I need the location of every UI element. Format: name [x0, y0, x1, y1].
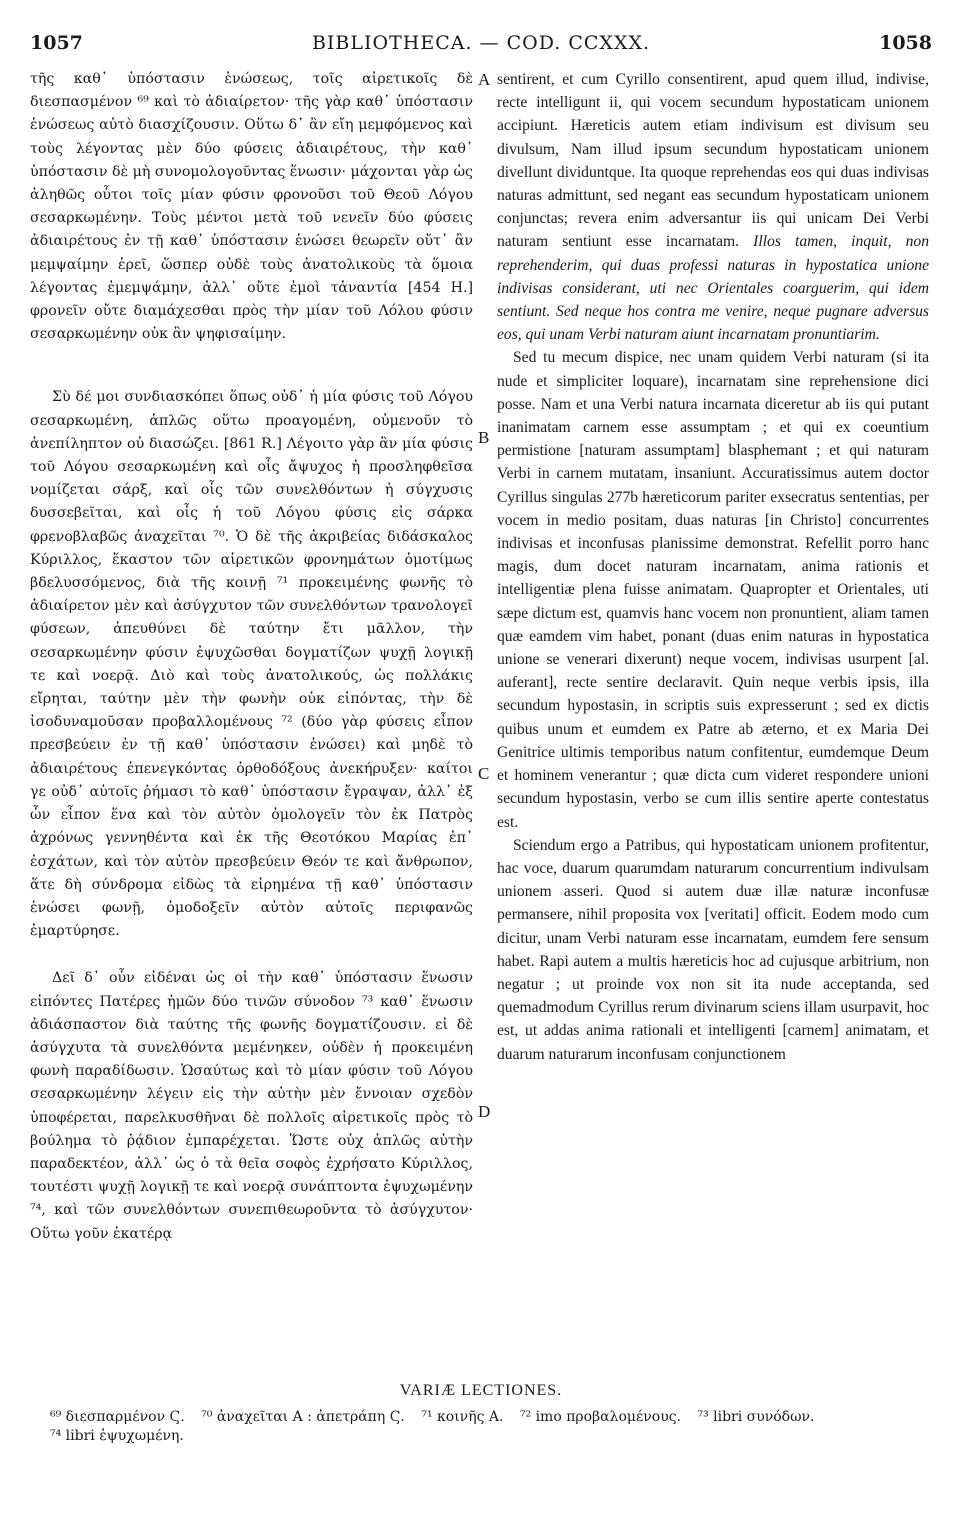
latin-paragraph-2: Sed tu mecum dispice, nec unam quidem Verbi naturam (si ita nude et simpliciter loquare), incarnatam sine reprehensione dici posse. Nam et una Verbi natura incarnata diceretur ab iis qui putant inanimatam carnem esse assumptam ; et qui ex coeuntium permistione [naturam assumptam] blasphemant ; et qui naturam Verbi in carnem mutatam, insaniunt. Accuratissimus autem doctor Cyrillus singulas 277b hæreticorum pariter exsecratus sententias, per vocem in medio positam, duas naturas [in Christo] concurrentes indivisas et inconfusas planissime demonstrat. Refellit porro hanc magis, dum docet naturam incarnatam, anima rationis et intelligentiæ plena fuisse animatam. Quapropter et Orientales, uti sæpe dictum est, quamvis hanc vocem non pronuntient, aliam tamen quæ eamdem vim habet, ponant (duas enim naturas in hypostatica unione se venerari dixerunt) neque vocem, indivisas usurpent [al. auferant], recte sentire declaravit. Quin neque verbis ipsis, illa secundum hypostasin, in scriptis suis expresserunt ; sed ex dictis quibus unum et eumdem ex Patre ab æterno, et ex Maria Dei Genitrice ultimis temporibus natum confitentur, eumdemque Deum et hominem venerantur ; quæ dicta cum videret respondere unioni secundum hypostasin, verbo se cum illis sentire aperte contestatus est. [497, 349, 929, 831]
running-header [30, 32, 932, 58]
latin-paragraph-1 [497, 68, 929, 346]
margin-marker-a: A [478, 70, 491, 89]
greek-column [30, 68, 473, 1246]
greek-paragraph-1: τῆς καθ᾽ ὑπόστασιν ἑνώσεως, τοῖς αἱρετικοῖς δὲ διεσπασμένον ⁶⁹ καὶ τὸ ἀδιαίρετον· τῆς γὰρ καθ᾽ ὑπόστασιν ἑνώσεως αὐτὸ διασχίζουσιν. Οὕτω δ᾽ ἂν εἴη μεμφόμενος καὶ τοὺς λέγοντας μὲν δύο φύσεις ἀδιαιρέτους, τὴν καθ᾽ ὑπόστασιν δὲ μὴ συνομολογοῦντας ἕνωσιν· μάχονται γὰρ ὡς ἀληθῶς οὗτοι τοῖς μίαν φύσιν φρονοῦσι τοῦ Θεοῦ Λόγου σεσαρκωμένην. Τοὺς μέντοι μετὰ τοῦ νενεῖν δύο φύσεις ἀδιαιρέτους ἐν τῇ καθ᾽ ὑπόστασιν ἑνώσει θεωρεῖν οὔτ᾽ ἂν μεμψαίμην ἐρεῖ, ὥσπερ οὐδὲ τοὺς ἀνατολικοὺς τὰ ὅμοια λέγοντας ἐμεμψάμην, ἀλλ᾽ οὔτε ἐμοὶ τἀναντία [454 H.] φρονεῖν οὔτε διαμάχεσθαι πρὸς τὴν μίαν τοῦ Λόλου φύσιν σεσαρκωμένην οὐκ ἂν ψηφισαίμην. [30, 71, 473, 343]
variant-note-72: ⁷² imo προβαλομένους. [519, 1409, 681, 1425]
page-number-left: 1057 [30, 32, 83, 54]
variant-note-69: ⁶⁹ διεσπαρμένον Ϛ. [50, 1409, 185, 1425]
variant-note-71: ⁷¹ κοινῆς A. [421, 1409, 504, 1425]
running-title: BIBLIOTHECA. — COD. CCXXX. [311, 32, 651, 54]
latin-paragraph-1-quote: Illos tamen, inquit, non reprehenderim, qui duas professi naturas in hypostatica unione indivisas considerant, uti nec Orientales coarguerim, qui idem sentiunt. Sed neque hos contra me venire, neque pugnare adversus eos, qui unam Verbi naturam aiunt incarnatam pronuntiarim. [497, 233, 929, 344]
page-number-right: 1058 [879, 32, 932, 54]
latin-paragraph-1-text: sentirent, et cum Cyrillo consentirent, apud quem illud, indivise, recte intelligunt ii, qui vocem secundum hypostaticam unionem accipiunt. Hæreticis autem etiam indivisum est divisum seu divulsum, Nam illud ipsum secundum hypostaticam unionem divellunt dividuntque. Ita quoque reprehendas eos qui duas indivisas naturas admittunt, sed negant eas secundum hypostaticam unionem conjunctas; revera enim adversantur iis qui unicam Dei Verbi naturam sentiunt esse incarnatam. [497, 71, 929, 251]
variant-note-73: ⁷³ libri συνόδων. [697, 1409, 815, 1425]
margin-marker-b: B [478, 428, 490, 447]
variae-lectiones-title: VARIÆ LECTIONES. [399, 1382, 563, 1399]
margin-marker-c: C [478, 764, 490, 783]
greek-paragraph-2: Σὺ δέ μοι συνδιασκόπει ὅπως οὐδ᾽ ἡ μία φύσις τοῦ Λόγου σεσαρκωμένη, ἁπλῶς οὕτω προαγομένη, οὐμενοῦν τὸ ἀνεπίληπτον οὐ διασώζει. [861 R.] Λέγοιτο γὰρ ἂν μία φύσις τοῦ Λόγου σεσαρκωμένη καὶ οἷς ἄψυχος ἡ προσληφθεῖσα νομίζεται σάρξ, καὶ οἷς τῶν συνελθόντων ἡ σύγχυσις δυσσεβεῖται, καὶ οἷς ἡ τοῦ Λόγου φύσις εἰς σάρκα φρενοβλαβῶς ἀναχεῖται ⁷⁰. Ὁ δὲ τῆς ἀκριβείας διδάσκαλος Κύριλλος, ἕκαστον τῶν αἱρετικῶν φρονημάτων ὁμοτίμως βδελυσσόμενος, διὰ τῆς κοινῇ ⁷¹ προκειμένης φωνῆς τὸ ἀδιαίρετον μὲν καὶ ἀσύγχυτον τῶν συνελθόντων τρανολογεῖ φύσεων, ἀπευθύνει δὲ ταύτην ἔτι μᾶλλον, τὴν σεσαρκωμένην φύσιν ἐψυχῶσθαι δογματίζων ψυχῇ λογικῇ τε καὶ νοερᾷ. Διὸ καὶ τοὺς ἀνατολικούς, ὡς πολλάκις εἴρηται, ταύτην μὲν τὴν φωνὴν οὐκ εἰπόντας, τὴν δὲ ἰσοδυναμοῦσαν προβαλλομένους ⁷² (δύο γὰρ φύσεις εἶπον πρεσβεύειν ἐν τῇ καθ᾽ ὑπόστασιν ἑνώσει) καὶ μηδὲ τὸ ἀδιαιρέτους ἐπενεγκόντας ὀρθοδόξους ἀνεκήρυξεν· καίτοι γε οὐδ᾽ αὐτοῖς ῥήμασι τὸ καθ᾽ ὑπόστασιν ἔγραψαν, ἀλλ᾽ ἐξ ὧν εἶπον ἕνα καὶ τὸν αὐτὸν ὁμολογεῖν τὸν ἐκ Πατρὸς ἀχρόνως γεννηθέντα καὶ ἐκ τῆς Θεοτόκου Μαρίας ἐπ᾽ ἐσχάτων, καὶ τὸν αὐτὸν πρεσβεύειν Θεόν τε καὶ ἄνθρωπον, ἅτε δὴ σύνδρομα εἰδὼς τὰ εἰρημένα τῇ καθ᾽ ὑπόστασιν ἑνώσει φωνῇ, ὁμοδοξεῖν αὐτὸν αὐτοῖς περιφανῶς ἐμαρτύρησε. [30, 389, 473, 940]
variae-lectiones-notes [50, 1408, 932, 1446]
margin-marker-d: D [478, 1102, 491, 1121]
latin-column [497, 68, 929, 1066]
variant-note-70: ⁷⁰ ἀναχεῖται A : ἀπετράπη Ϛ. [201, 1409, 405, 1425]
latin-paragraph-3: Sciendum ergo a Patribus, qui hypostaticam unionem profitentur, hac voce, duarum quarumdam naturarum concurrentium indivulsam unionem asseri. Quod si autem duæ illæ naturæ inconfusæ permansere, nihil proposita vox [veritati] officit. Eodem modo cum dicitur, unam Verbi naturam esse incarnatam, eumdem fere sensum habet. Rapi autem a multis hæreticis hoc ad cujusque arbitrium, non negatur ; ut proinde vox non sit ita nude acceptanda, sed quemadmodum Cyrillus rerum divinarum sciens illam usurpavit, hoc est, ut addas anima rationali et intelligenti [carnem] animatam, et duarum naturarum inconfusam conjunctionem [497, 836, 929, 1063]
variant-note-74: ⁷⁴ libri ἐψυχωμένη. [50, 1428, 184, 1444]
greek-paragraph-3: Δεῖ δ᾽ οὖν εἰδέναι ὡς οἱ τὴν καθ᾽ ὑπόστασιν ἕνωσιν εἰπόντες Πατέρες ἡμῶν δύο τινῶν σύνοδον ⁷³ καθ᾽ ἕνωσιν ἀδιάσπαστον διὰ ταύτης τῆς φωνῆς δογματίζουσιν. εἰ δὲ ἀσύγχυτα τὰ συνελθόντα μεμένηκεν, οὐδὲν ἡ προκειμένη φωνὴ παραδίδωσιν. Ὡσαύτως καὶ τὸ μίαν φύσιν τοῦ Λόγου σεσαρκωμένην λέγειν εἰς τὴν αὐτὴν μὲν ἔννοιαν σχεδὸν ὑποφέρεται, παρελκυσθῆναι δὲ πολλοῖς αἱρετικοῖς πρὸς τὸ βούλημα τὸ ῥᾴδιον ἐμπαρέχεται. Ὥστε οὐχ ἁπλῶς αὐτὴν παραδεκτέον, ἀλλ᾽ ὡς ὁ τὰ θεῖα σοφὸς ἐχρήσατο Κύριλλος, τουτέστι ψυχῇ λογικῇ τε καὶ νοερᾷ συνάπτοντα ἐψυχωμένην ⁷⁴, καὶ τῶν συνελθόντων συνεπιθεωροῦντα τὸ ἀσύγχυτον· Οὕτω γοῦν ἑκατέρᾳ [30, 970, 473, 1242]
